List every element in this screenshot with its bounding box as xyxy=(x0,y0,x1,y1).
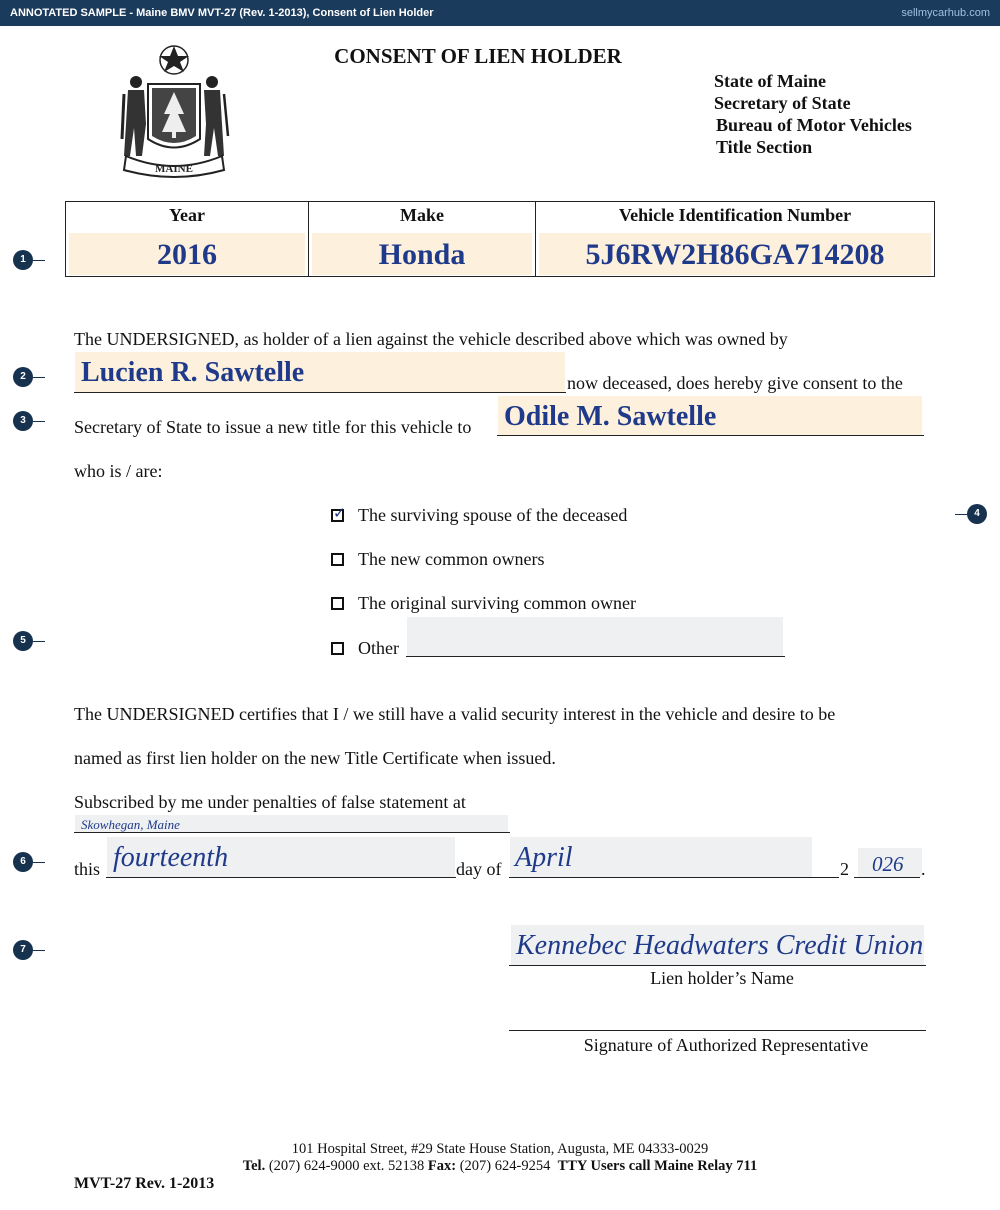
new-owner-underline xyxy=(497,435,924,436)
year-header: Year xyxy=(169,205,205,225)
checkbox-other[interactable] xyxy=(331,642,344,655)
lienholder-name-value: Kennebec Headwaters Credit Union xyxy=(516,930,924,961)
certify-line-1: The UNDERSIGNED certifies that I / we still have a valid security interest in the vehicle and desire to be xyxy=(74,704,836,724)
footer-address: 101 Hospital Street, #29 State House Station, Augusta, ME 04333-0029 xyxy=(291,1141,709,1157)
checkbox-surviving-spouse[interactable] xyxy=(331,504,346,522)
consent-line-1: The UNDERSIGNED, as holder of a lien against the vehicle described above which was owned by xyxy=(74,329,788,349)
lienholder-name-label: Lien holder’s Name xyxy=(650,968,794,988)
day-underline xyxy=(106,877,456,878)
marker-leader xyxy=(33,950,45,951)
location-underline xyxy=(74,832,510,833)
deceased-name-underline xyxy=(74,392,566,393)
agency-line-secretary: Secretary of State xyxy=(714,93,851,113)
subscribed-label: Subscribed by me under penalties of false statement at xyxy=(74,792,466,812)
fax-label: Fax: xyxy=(427,1158,457,1174)
vin-header: Vehicle Identification Number xyxy=(618,205,852,225)
agency-line-section: Title Section xyxy=(716,137,813,157)
agency-line-state: State of Maine xyxy=(714,71,826,91)
who-label: who is / are: xyxy=(74,461,163,481)
month-underline xyxy=(509,877,839,878)
checkbox-original-surviving-owner[interactable] xyxy=(331,597,344,610)
marker-leader xyxy=(33,260,45,261)
annotation-marker-1: 1 xyxy=(13,250,33,270)
make-header: Make xyxy=(400,205,444,225)
marker-leader xyxy=(33,421,45,422)
footer-contact xyxy=(0,1158,1000,1175)
year-value: 026 xyxy=(872,852,904,876)
annotation-marker-4: 4 xyxy=(967,504,987,524)
year-column xyxy=(66,202,309,276)
annotation-marker-6: 6 xyxy=(13,852,33,872)
annotation-marker-5: 5 xyxy=(13,631,33,651)
vin-field[interactable]: 5J6RW2H86GA714208 xyxy=(539,233,931,275)
checkbox-new-common-owners[interactable] xyxy=(331,553,344,566)
marker-leader xyxy=(955,514,967,515)
signature-line[interactable] xyxy=(509,1030,926,1031)
tel-number: (207) 624-9000 ext. 52138 xyxy=(268,1158,425,1174)
marker-leader xyxy=(33,862,45,863)
marker-leader xyxy=(33,377,45,378)
other-underline xyxy=(406,656,785,657)
agency-block xyxy=(714,70,912,158)
form-title: CONSENT OF LIEN HOLDER xyxy=(334,44,622,68)
year-field[interactable]: 2016 xyxy=(69,233,305,275)
top-banner xyxy=(0,0,1000,26)
option-original-surviving-owner-label: The original surviving common owner xyxy=(358,593,636,613)
signature-label: Signature of Authorized Representative xyxy=(583,1035,869,1055)
lienholder-underline xyxy=(509,965,926,966)
fax-number: (207) 624-9254 xyxy=(459,1158,551,1174)
option-surviving-spouse-label: The surviving spouse of the deceased xyxy=(358,505,628,525)
make-field[interactable]: Honda xyxy=(312,233,532,275)
month-value: April xyxy=(515,842,573,873)
seal-motto: MAINE xyxy=(155,163,193,175)
location-value: Skowhegan, Maine xyxy=(81,817,180,832)
year-prefix: 2 xyxy=(840,859,849,879)
day-of-label: day of xyxy=(456,859,502,879)
form-revision-id: MVT-27 Rev. 1-2013 xyxy=(74,1175,215,1192)
date-period: . xyxy=(921,859,926,879)
vehicle-table xyxy=(65,201,935,277)
deceased-name-value: Lucien R. Sawtelle xyxy=(81,357,305,388)
annotation-marker-3: 3 xyxy=(13,411,33,431)
consent-line-2: now deceased, does hereby give consent to the xyxy=(567,373,903,393)
agency-line-bureau: Bureau of Motor Vehicles xyxy=(716,115,912,135)
tel-label: Tel. xyxy=(242,1158,266,1174)
day-value: fourteenth xyxy=(113,842,229,873)
consent-line-3: Secretary of State to issue a new title for this vehicle to xyxy=(74,417,472,437)
marker-leader xyxy=(33,641,45,642)
certify-line-2: named as first lien holder on the new Title Certificate when issued. xyxy=(74,748,556,768)
annotation-marker-2: 2 xyxy=(13,367,33,387)
other-field[interactable] xyxy=(407,617,783,656)
annotation-marker-7: 7 xyxy=(13,940,33,960)
option-other-label: Other xyxy=(358,638,399,658)
new-owner-value: Odile M. Sawtelle xyxy=(504,401,717,432)
tty-note: TTY Users call Maine Relay 711 xyxy=(557,1158,758,1174)
check-mark-icon: ✓ xyxy=(333,504,346,522)
year-underline xyxy=(854,877,920,878)
banner-title: ANNOTATED SAMPLE - Maine BMV MVT-27 (Rev. 1-2013), Consent of Lien Holder xyxy=(10,7,434,19)
option-new-common-owners-label: The new common owners xyxy=(358,549,545,569)
vin-column xyxy=(536,202,934,276)
banner-site-link[interactable]: sellmycarhub.com xyxy=(901,7,990,19)
this-label: this xyxy=(74,859,101,879)
make-column xyxy=(309,202,536,276)
